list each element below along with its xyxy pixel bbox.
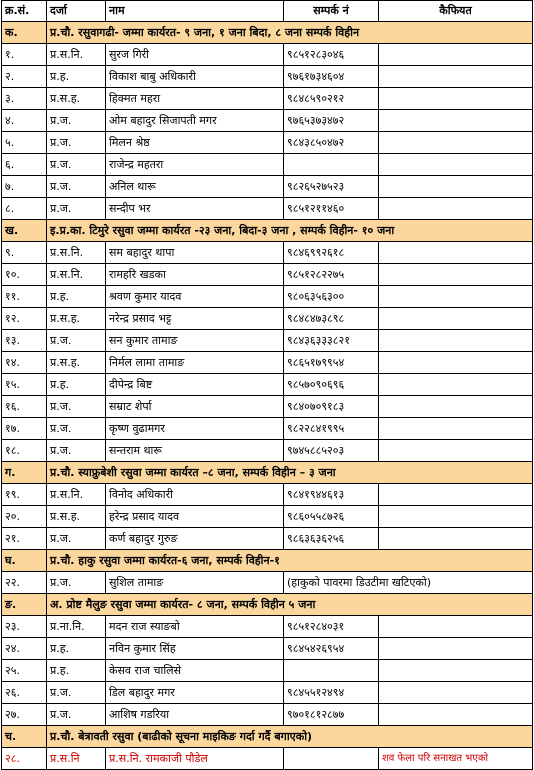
remark	[379, 704, 533, 726]
contact-number: ९७६१७३४६०४	[284, 66, 379, 88]
table-row	[2, 154, 533, 176]
remark	[379, 660, 533, 682]
table-row	[2, 198, 533, 220]
remark	[379, 616, 533, 638]
contact-number: ९८४३६३३३८२१	[284, 330, 379, 352]
remark	[379, 264, 533, 286]
serial-number: ३.	[2, 88, 47, 110]
header-row	[2, 1, 533, 22]
contact-number: ९८६०५५८७२६	[284, 506, 379, 528]
serial-number: ५.	[2, 132, 47, 154]
remark	[379, 396, 533, 418]
table-row	[2, 528, 533, 550]
section-title: प्र.चौ. बेत्रावती रसुवा (बाढीको सूचना माइकिङ गर्दा गर्दै बगाएको)	[47, 726, 533, 748]
remark	[379, 88, 533, 110]
person-name: कर्ण बहादुर गुरुङ	[106, 528, 284, 550]
rank: प्र.स.नि.	[47, 264, 106, 286]
table-body	[2, 22, 533, 770]
serial-number: २.	[2, 66, 47, 88]
rank: प्र.ज.	[47, 176, 106, 198]
rank: प्र.ह.	[47, 660, 106, 682]
contact-number: ९७०१८१२८७७	[284, 704, 379, 726]
rank: प्र.ज.	[47, 440, 106, 462]
contact-number	[284, 660, 379, 682]
table-row	[2, 132, 533, 154]
section-row	[2, 594, 533, 616]
rank: प्र.ह.	[47, 638, 106, 660]
table-row	[2, 682, 533, 704]
contact-number: ९८४८४७३८९८	[284, 308, 379, 330]
section-title: इ.प्र.का. टिमुरे रसुवा जम्मा कार्यरत -२३ जना, बिदा-३ जना , सम्पर्क विहीन- १० जना	[47, 220, 533, 242]
serial-number: १७.	[2, 418, 47, 440]
section-code: ङ.	[2, 594, 47, 616]
serial-number: १४.	[2, 352, 47, 374]
serial-number: १२.	[2, 308, 47, 330]
section-code: च.	[2, 726, 47, 748]
table-row	[2, 440, 533, 462]
person-name: विनोद अधिकारी	[106, 484, 284, 506]
person-name: कृष्ण वुढामगर	[106, 418, 284, 440]
contact-number: ९८४३८५०४७२	[284, 132, 379, 154]
remark	[379, 110, 533, 132]
header-serial: क्र.सं.	[2, 1, 47, 22]
person-name: प्र.स.नि. रामकाजी पौडेल	[106, 748, 284, 770]
section-title: प्र.चौ. स्याफ्रुबेशी रसुवा जम्मा कार्यरत –८ जना, सम्पर्क विहीन – ३ जना	[47, 462, 533, 484]
contact-number: ९७६५३७३४७२	[284, 110, 379, 132]
contact-number: ९८६५१७९९५४	[284, 352, 379, 374]
merged-remark: (हाकुको पावरमा डिउटीमा खटिएको)	[284, 572, 533, 594]
contact-number: ९८०६३५६३००	[284, 286, 379, 308]
serial-number: १.	[2, 44, 47, 66]
rank: प्र.ज.	[47, 396, 106, 418]
remark	[379, 418, 533, 440]
remark: शव फेला परि सनाखत भएको	[379, 748, 533, 770]
remark	[379, 242, 533, 264]
serial-number: १९.	[2, 484, 47, 506]
section-row	[2, 726, 533, 748]
section-title: अ. प्रोष्ट मैलुङ रसुवा जम्मा कार्यरत- ८ जना, सम्पर्क विहीन ५ जना	[47, 594, 533, 616]
serial-number: १३.	[2, 330, 47, 352]
table-row	[2, 638, 533, 660]
person-name: मिलन श्रेष्ठ	[106, 132, 284, 154]
remark	[379, 330, 533, 352]
contact-number: ९८२६५२७५२३	[284, 176, 379, 198]
serial-number: २८.	[2, 748, 47, 770]
serial-number: २७.	[2, 704, 47, 726]
rank: प्र.ज.	[47, 528, 106, 550]
person-name: सन्दीप भर	[106, 198, 284, 220]
contact-number: ९८५१२८४०३१	[284, 616, 379, 638]
table-row	[2, 88, 533, 110]
serial-number: ११.	[2, 286, 47, 308]
remark	[379, 198, 533, 220]
rank: प्र.ज.	[47, 154, 106, 176]
person-name: निर्मल लामा तामाङ	[106, 352, 284, 374]
contact-number: ९८५१२११४६०	[284, 198, 379, 220]
rank: प्र.स.ह.	[47, 88, 106, 110]
serial-number: २४.	[2, 638, 47, 660]
remark	[379, 44, 533, 66]
person-name: अनिल थारू	[106, 176, 284, 198]
person-name: ओम बहादुर सिजापती मगर	[106, 110, 284, 132]
remark	[379, 308, 533, 330]
serial-number: २३.	[2, 616, 47, 638]
header-rank: दर्जा	[47, 1, 106, 22]
remark	[379, 484, 533, 506]
remark	[379, 154, 533, 176]
section-code: ख.	[2, 220, 47, 242]
remark	[379, 352, 533, 374]
rank: प्र.ज.	[47, 682, 106, 704]
serial-number: ९.	[2, 242, 47, 264]
rank: प्र.स.नि.	[47, 242, 106, 264]
contact-number: ९८४०७०९१८३	[284, 396, 379, 418]
section-title: प्र.चौ. हाकु रसुवा जम्मा कार्यरत-६ जना, सम्पर्क विहीन-१	[47, 550, 533, 572]
remark	[379, 528, 533, 550]
table-row	[2, 352, 533, 374]
person-name: नरेन्द्र प्रसाद भट्ट	[106, 308, 284, 330]
section-row	[2, 550, 533, 572]
serial-number: २०.	[2, 506, 47, 528]
person-name: सम्राट शेर्पा	[106, 396, 284, 418]
contact-number: ९८५७०९०६९६	[284, 374, 379, 396]
contact-number	[284, 748, 379, 770]
contact-number	[284, 154, 379, 176]
rank: प्र.स.ह.	[47, 506, 106, 528]
table-row	[2, 110, 533, 132]
person-name: केसव राज चालिसे	[106, 660, 284, 682]
rank: प्र.ह.	[47, 286, 106, 308]
table-row	[2, 484, 533, 506]
rank: प्र.ह.	[47, 374, 106, 396]
rank: प्र.स.नि.	[47, 44, 106, 66]
remark	[379, 286, 533, 308]
person-name: सुशिल तामाङ	[106, 572, 284, 594]
section-row	[2, 220, 533, 242]
table-row	[2, 264, 533, 286]
personnel-table	[1, 0, 533, 770]
rank: प्र.ज.	[47, 198, 106, 220]
table-row	[2, 176, 533, 198]
table-row	[2, 506, 533, 528]
person-name: हिक्मत महरा	[106, 88, 284, 110]
rank: प्र.ज.	[47, 704, 106, 726]
person-name: रामहरि खडका	[106, 264, 284, 286]
person-name: राजेन्द्र महतरा	[106, 154, 284, 176]
person-name: सुरज गिरी	[106, 44, 284, 66]
person-name: श्रवण कुमार यादव	[106, 286, 284, 308]
contact-number: ९८४५४२६९५४	[284, 638, 379, 660]
table-row	[2, 418, 533, 440]
contact-number: ९८५१२८२२७५	[284, 264, 379, 286]
table-row	[2, 308, 533, 330]
table-row	[2, 396, 533, 418]
section-row	[2, 462, 533, 484]
serial-number: ८.	[2, 198, 47, 220]
serial-number: २२.	[2, 572, 47, 594]
rank: प्र.स.नि	[47, 748, 106, 770]
rank: प्र.ह.	[47, 66, 106, 88]
serial-number: १६.	[2, 396, 47, 418]
serial-number: ६.	[2, 154, 47, 176]
contact-number: ९८६३६३६२५६	[284, 528, 379, 550]
table-row	[2, 374, 533, 396]
serial-number: २१.	[2, 528, 47, 550]
person-name: सम बहादुर थापा	[106, 242, 284, 264]
header-name: नाम	[106, 1, 284, 22]
rank: प्र.स.ह.	[47, 308, 106, 330]
serial-number: १८.	[2, 440, 47, 462]
contact-number: ९८४६९९२६१८	[284, 242, 379, 264]
table-row	[2, 286, 533, 308]
serial-number: १५.	[2, 374, 47, 396]
table-row	[2, 242, 533, 264]
rank: प्र.ज.	[47, 330, 106, 352]
contact-number: ९८४१९४४६१३	[284, 484, 379, 506]
person-name: हरेन्द्र प्रसाद यादव	[106, 506, 284, 528]
contact-number: ९८४५५१२४९४	[284, 682, 379, 704]
person-name: डिल बहादुर मगर	[106, 682, 284, 704]
remark	[379, 506, 533, 528]
remark	[379, 66, 533, 88]
remark	[379, 176, 533, 198]
person-name: सन्तराम थारू	[106, 440, 284, 462]
table-row	[2, 748, 533, 770]
contact-number: ९८५१२८३०४६	[284, 44, 379, 66]
section-code: क.	[2, 22, 47, 44]
rank: प्र.ज.	[47, 132, 106, 154]
rank: प्र.ज.	[47, 418, 106, 440]
remark	[379, 132, 533, 154]
serial-number: ७.	[2, 176, 47, 198]
person-name: सन कुमार तामाङ	[106, 330, 284, 352]
table-row	[2, 330, 533, 352]
serial-number: २६.	[2, 682, 47, 704]
person-name: मदन राज स्याङबो	[106, 616, 284, 638]
person-name: आशिष गडरिया	[106, 704, 284, 726]
person-name: दीपेन्द्र बिष्ट	[106, 374, 284, 396]
rank: प्र.ज.	[47, 572, 106, 594]
remark	[379, 374, 533, 396]
serial-number: १०.	[2, 264, 47, 286]
section-code: घ.	[2, 550, 47, 572]
rank: प्र.स.नि.	[47, 484, 106, 506]
table-row	[2, 44, 533, 66]
contact-number: ९८४८५९०२१२	[284, 88, 379, 110]
person-name: नविन कुमार सिंह	[106, 638, 284, 660]
header-remarks: कैफियत	[379, 1, 533, 22]
remark	[379, 682, 533, 704]
remark	[379, 440, 533, 462]
contact-number: ९७४५८८५२०३	[284, 440, 379, 462]
rank: प्र.ज.	[47, 110, 106, 132]
serial-number: ४.	[2, 110, 47, 132]
table-row	[2, 660, 533, 682]
rank: प्र.स.ह.	[47, 352, 106, 374]
rank: प्र.ना.नि.	[47, 616, 106, 638]
serial-number: २५.	[2, 660, 47, 682]
table-row	[2, 66, 533, 88]
person-name: विकाश बाबु अधिकारी	[106, 66, 284, 88]
table-row	[2, 704, 533, 726]
remark	[379, 638, 533, 660]
table-row	[2, 572, 533, 594]
section-title: प्र.चौ. रसुवागढी- जम्मा कार्यरत- ९ जना, १ जना बिदा, ८ जना सम्पर्क विहीन	[47, 22, 533, 44]
contact-number: ९८२२८४१९९५	[284, 418, 379, 440]
table-row	[2, 616, 533, 638]
section-row	[2, 22, 533, 44]
header-contact: सम्पर्क नं	[284, 1, 379, 22]
section-code: ग.	[2, 462, 47, 484]
